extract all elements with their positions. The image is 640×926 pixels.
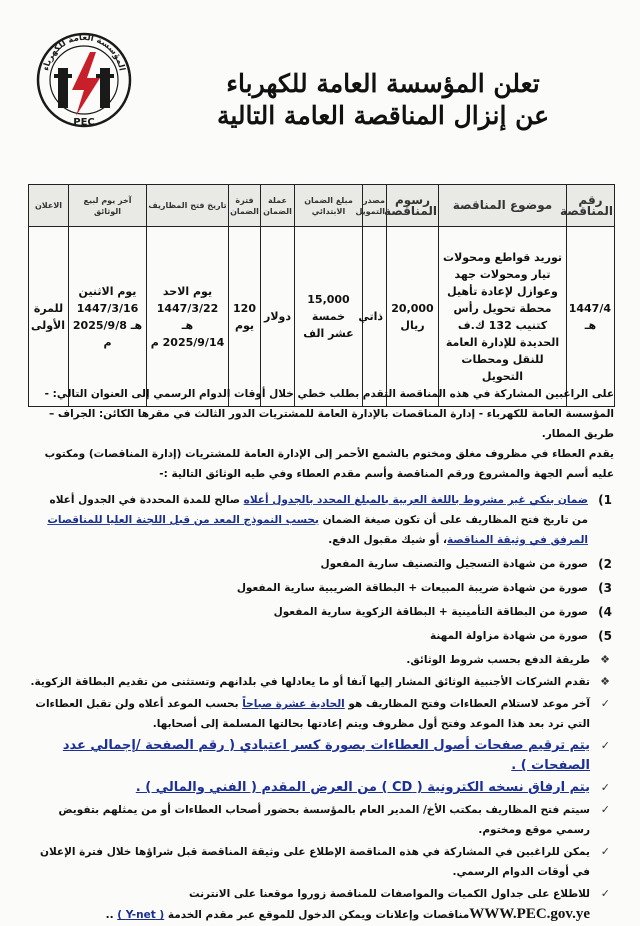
bullet-text: للاطلاع على جداول الكميات والمواصفات للمناقصة زوروا موقعنا على الانترنت bbox=[188, 888, 590, 900]
item-rest: صالح للمدة المحددة في الجدول أعلاه من تاريخ فتح المظاريف على أن تكون صيغة الضمان bbox=[49, 494, 588, 526]
headline bbox=[150, 68, 616, 132]
col-header: رسوم المناقصة bbox=[387, 185, 439, 227]
bullet-text: يمكن للراغبين في المشاركة في هذه المناقصة الإطلاع على وثيقة المناقصة قبل شراؤها خلال فترة الإعلان في أوقات الدوام الرسمي. bbox=[39, 846, 590, 878]
check-bullet-icon: ✓ bbox=[600, 739, 610, 752]
list-item bbox=[30, 626, 614, 646]
bullet-text: سيتم فتح المظاريف بمكتب الأخ/ المدير العام بالمؤسسة بحضور أصحاب العطاءات أو من يمثلهم بتفويض رسمي موقع ومختوم. bbox=[58, 804, 590, 836]
bullet-text: طريقة الدفع بحسب شروط الوثائق. bbox=[406, 654, 590, 666]
cell-opening-date: يوم الاحد 1447/3/22 هـ 2025/9/14 م bbox=[147, 227, 229, 407]
col-header: تاريخ فتح المظاريف bbox=[147, 185, 229, 227]
list-item bbox=[30, 554, 614, 574]
item-text: صورة من شهادة ضريبة المبيعات + البطاقة الضريبية سارية المفعول bbox=[236, 582, 588, 594]
headline-line-2: عن إنزال المناقصة العامة التالية bbox=[216, 101, 550, 130]
list-item bbox=[30, 602, 614, 622]
list-item bbox=[30, 578, 614, 598]
col-header: آخر يوم لبيع الوثائق bbox=[69, 185, 147, 227]
bullet-text: تقدم الشركات الأجنبية الوثائق المشار إليها آنفا أو ما يعادلها في بلدانهم وتستثنى من تقديم البطاقة الزكوية. bbox=[30, 676, 590, 688]
bullet-item bbox=[30, 694, 614, 734]
provider-name: ( Y-net ) bbox=[117, 909, 165, 921]
submission-paragraph: يقدم العطاء في مظروف مغلق ومختوم بالشمع الأحمر إلى الإدارة العامة للمشتريات (إدارة المناقصات) ومكتوب عليه أسم الجهة والمشروع ورقم المناقصة وأسم مقدم العطاء وفي طيه الوثائق التالية :- bbox=[44, 448, 614, 480]
bullet-item bbox=[30, 884, 614, 925]
table-row bbox=[29, 227, 615, 407]
deadline-time: الحادية عشرة صباحاً bbox=[242, 698, 345, 710]
logo-mark: PEC bbox=[73, 117, 95, 128]
check-bullet-icon: ✓ bbox=[600, 803, 610, 816]
item-tail: ، أو شيك مقبول الدفع. bbox=[328, 534, 447, 546]
bullet-text: يتم ارفاق نسخه الكترونية ( CD ) من العرض المقدم ( الفني والمالي ) . bbox=[135, 780, 590, 795]
item-number: 5) bbox=[598, 629, 612, 643]
col-header: الاعلان bbox=[29, 185, 69, 227]
cell-topic: توريد قواطع ومحولات تيار ومحولات جهد وعوازل لإعادة تأهيل محطة تحويل رأس كتنيب 132 ك.ف الحديدة للإدارة العامة للنقل ومحطات التحويل bbox=[439, 227, 567, 407]
cell-guarantee-amount: 15,000 خمسة عشر الف bbox=[295, 227, 363, 407]
col-header: مصدر التمويل bbox=[363, 185, 387, 227]
item-number: 4) bbox=[598, 605, 612, 619]
lightning-icon bbox=[72, 52, 100, 116]
address-paragraph: المؤسسة العامة للكهرباء - إدارة المناقصات بالإدارة العامة للمشتريات الدور الثالث في مقرها الكائن: الجراف – طريق المطار. bbox=[48, 408, 614, 440]
bullet-item bbox=[30, 650, 614, 670]
item-number: 1) bbox=[598, 493, 612, 507]
bullet-item bbox=[30, 800, 614, 840]
item-number: 3) bbox=[598, 581, 612, 595]
website-link[interactable]: WWW.PEC.gov.ye bbox=[469, 906, 590, 922]
diamond-bullet-icon: ❖ bbox=[600, 675, 610, 688]
tender-table bbox=[28, 184, 615, 407]
cell-period: 120 يوم bbox=[229, 227, 261, 407]
list-item bbox=[30, 490, 614, 550]
item-lead: ضمان بنكي غير مشروط باللغة العربية بالمبلغ المحدد بالجدول أعلاه bbox=[243, 494, 588, 506]
check-bullet-icon: ✓ bbox=[600, 697, 610, 710]
cell-currency: دولار bbox=[261, 227, 295, 407]
item-lead-2: بحسب النموذج المعد من قبل اللجنة العليا للمناقصات المرفق في وثيقة المناقصة bbox=[47, 514, 588, 546]
table-header-row bbox=[29, 185, 615, 227]
cell-number: 1447/4 هـ bbox=[567, 227, 615, 407]
bullet-item bbox=[30, 778, 614, 798]
bullet-text: بحسب الموعد أعلاه ولن تقبل العطاءات التي ترد بعد هذا الموعد وفتح أول مظروف ويتم إعادتها بحالتها المسلمة إلى أصحابها. bbox=[35, 698, 590, 730]
col-header: رقم المناقصة bbox=[567, 185, 615, 227]
check-bullet-icon: ✓ bbox=[600, 845, 610, 858]
bullet-text: مناقصات وإعلانات ويمكن الدخول للموقع عبر مقدم الخدمة bbox=[164, 909, 470, 921]
check-bullet-icon: ✓ bbox=[600, 887, 610, 900]
cell-funding: ذاتي bbox=[363, 227, 387, 407]
body-text bbox=[30, 384, 614, 926]
item-text: صورة من شهادة التسجيل والتصنيف سارية المفعول bbox=[320, 558, 588, 570]
col-header: مبلغ الضمان الابتدائي bbox=[295, 185, 363, 227]
cell-announcement: للمرة الأولى bbox=[29, 227, 69, 407]
item-text: صورة من البطاقة التأمينية + البطاقة الزكوية سارية المفعول bbox=[273, 606, 588, 618]
intro-paragraph: على الراغبين المشاركة في هذه المناقصة التقدم بطلب خطي خلال أوقات الدوام الرسمي إلى العنوان التالي: - bbox=[44, 388, 614, 400]
bullet-item bbox=[30, 672, 614, 692]
bullet-item bbox=[30, 842, 614, 882]
item-number: 2) bbox=[598, 557, 612, 571]
headline-line-1: تعلن المؤسسة العامة للكهرباء bbox=[226, 69, 540, 98]
cell-fees: 20,000 ريال bbox=[387, 227, 439, 407]
col-header: موضوع المناقصة bbox=[439, 185, 567, 227]
logo-arc-text: المؤسسة العامة للكهرباء bbox=[41, 32, 127, 72]
col-header: عملة الضمان bbox=[261, 185, 295, 227]
pec-logo bbox=[34, 24, 134, 132]
bullet-text: آخر موعد لاستلام العطاءات وفتح المظاريف هو bbox=[344, 698, 590, 710]
bullet-text: .. bbox=[105, 909, 118, 921]
diamond-bullet-icon: ❖ bbox=[600, 653, 610, 666]
col-header: فترة الضمان bbox=[229, 185, 261, 227]
documents-list bbox=[30, 490, 614, 646]
bullet-text: يتم ترقيم صفحات أصول العطاءات بصورة كسر اعتيادي ( رقم الصفحة /إجمالي عدد الصفحات ) . bbox=[62, 738, 590, 773]
cell-last-sale-day: يوم الاثنين 1447/3/16 هـ 2025/9/8 م bbox=[69, 227, 147, 407]
bullet-item bbox=[30, 736, 614, 776]
item-text: صورة من شهادة مزاولة المهنة bbox=[430, 630, 588, 642]
check-bullet-icon: ✓ bbox=[600, 781, 610, 794]
